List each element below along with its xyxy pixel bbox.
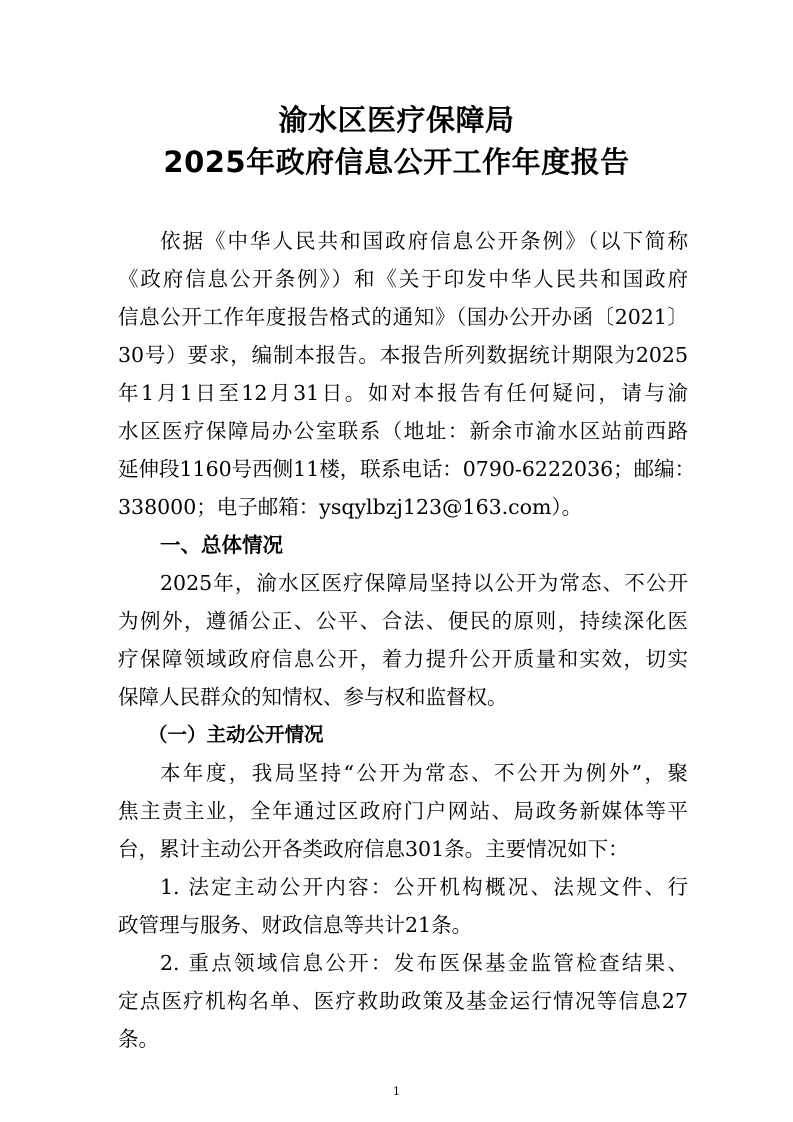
document-title-line1: 渝水区医疗保障局 bbox=[278, 103, 515, 137]
section1-line: 为例外，遵循公正、公平、合法、便民的原则，持续深化医 bbox=[118, 609, 688, 633]
intro-line: 年1月1日至12月31日。如对本报告有任何疑问，请与渝 bbox=[118, 381, 688, 405]
subsection-heading-proactive: （一）主动公开情况 bbox=[148, 723, 324, 746]
item2-line: 2. 重点领域信息公开：发布医保基金监管检查结果、 bbox=[160, 951, 688, 975]
subsection1-line: 台，累计主动公开各类政府信息301条。主要情况如下： bbox=[118, 837, 629, 861]
intro-line: 30号）要求，编制本报告。本报告所列数据统计期限为2025 bbox=[118, 343, 688, 367]
item2-line: 定点医疗机构名单、医疗救助政策及基金运行情况等信息27 bbox=[118, 989, 688, 1013]
intro-line: 水区医疗保障局办公室联系（地址：新余市渝水区站前西路 bbox=[118, 419, 688, 443]
item1-line: 1. 法定主动公开内容：公开机构概况、法规文件、行 bbox=[160, 875, 688, 899]
document-title-line2: 2025年政府信息公开工作年度报告 bbox=[163, 145, 630, 179]
subsection1-line: 焦主责主业，全年通过区政府门户网站、局政务新媒体等平 bbox=[118, 799, 688, 823]
section1-line: 2025年，渝水区医疗保障局坚持以公开为常态、不公开 bbox=[160, 571, 688, 595]
page-number: 1 bbox=[393, 1085, 400, 1098]
section1-line: 保障人民群众的知情权、参与权和监督权。 bbox=[118, 685, 508, 709]
subsection1-line: 本年度，我局坚持“公开为常态、不公开为例外”，聚 bbox=[160, 761, 688, 785]
section-heading-overall: 一、总体情况 bbox=[160, 533, 283, 557]
intro-line: 信息公开工作年度报告格式的通知》（国办公开办函〔2021〕 bbox=[118, 305, 688, 329]
section1-line: 疗保障领域政府信息公开，着力提升公开质量和实效，切实 bbox=[118, 647, 688, 671]
item1-line: 政管理与服务、财政信息等共计21条。 bbox=[118, 913, 473, 937]
intro-line: 延伸段1160号西侧11楼，联系电话：0790-6222036；邮编： bbox=[118, 457, 696, 481]
intro-line: 依据《中华人民共和国政府信息公开条例》（以下简称 bbox=[160, 229, 688, 253]
intro-line: 338000；电子邮箱：ysqylbzj123@163.com）。 bbox=[118, 495, 583, 519]
intro-line: 《政府信息公开条例》）和《关于印发中华人民共和国政府 bbox=[118, 267, 688, 291]
item2-line: 条。 bbox=[118, 1027, 159, 1051]
